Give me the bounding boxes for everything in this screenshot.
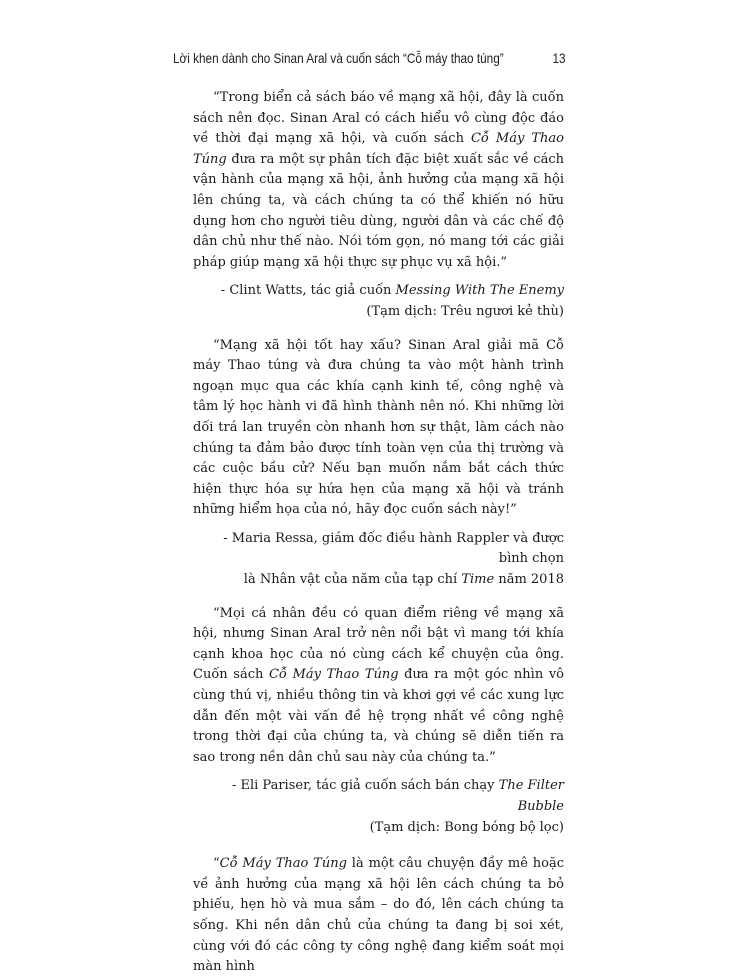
magazine-title: Time [461, 572, 495, 588]
book-title: Messing With The Enemy [395, 283, 564, 299]
quote-paragraph: “Mạng xã hội tốt hay xấu? Sinan Aral giải mã Cỗ máy Thao túng và đưa chúng ta vào một hành trình ngoạn mục qua các khía cạnh kinh tế, công nghệ và tâm lý học hành vi đã hình thành nên nó. Khi những lời dối trá lan truyền còn nhanh hơn sự thật, làm cách nào chúng ta đảm bảo được tính toàn vẹn của thị trường và các cuộc bầu cử? Nếu bạn muốn nắm bắt cách thức hiện thực hóa sự hứa hẹn của mạng xã hội và tránh những hiểm họa của nó, hãy đọc cuốn sách này!” [193, 337, 564, 518]
book-title: Cỗ Máy Thao Túng [193, 131, 564, 167]
book-title: The Filter Bubble [498, 778, 564, 814]
page-body [193, 88, 564, 978]
quote-paragraph: “Trong biển cả sách báo về mạng xã hội, đây là cuốn sách nên đọc. Sinan Aral có cách hiểu vô cùng độc đáo về thời đại mạng xã hội, và cuốn sách Cỗ Máy Thao Túng đưa ra một sự phân tích đặc biệt xuất sắc về cách vận hành của mạng xã hội, ảnh hưởng của mạng xã hội lên chúng ta, và cách chúng ta có thể khiến nó hữu dụng hơn cho người tiêu dùng, người dân và các chế độ dân chủ như thế nào. Nói tóm gọn, nó mang tới các giải pháp giúp mạng xã hội thực sự phục vụ xã hội.” [193, 90, 564, 270]
quote-attribution-translation: (Tạm dịch: Trêu ngươi kẻ thù) [366, 303, 564, 319]
quote-paragraph: “Mọi cá nhân đều có quan điểm riêng về mạng xã hội, nhưng Sinan Aral trở nên nổi bật vì mang tới khía cạnh khoa học của nó cùng cách kể chuyện của ông. Cuốn sách Cỗ Máy Thao Túng đưa ra một góc nhìn vô cùng thú vị, nhiều thông tin và khơi gợi về các xung lực dẫn đến một vài vấn đề hệ trọng nhất về công nghệ trong thời đại của chúng ta, và chúng sẽ diễn tiến ra sao trong nền dân chủ sau này của chúng ta.” [193, 605, 564, 765]
quote-attribution: - Clint Watts, tác giả cuốn Messing With The Enemy [220, 283, 564, 299]
quote-paragraph: “Cỗ Máy Thao Túng là một câu chuyện đầy mê hoặc về ảnh hưởng của mạng xã hội lên cách chúng ta bỏ phiếu, hẹn hò và mua sắm – do đó, lên cách chúng ta sống. Khi nền dân chủ của chúng ta đang bị soi xét, cùng với đó các công ty công nghệ đang kiểm soát mọi màn hình [193, 856, 564, 975]
book-title: Cỗ Máy Thao Túng [219, 856, 347, 872]
page-number: 13 [552, 50, 566, 66]
book-title: Cỗ Máy Thao Túng [268, 667, 399, 683]
quote-attribution-line2: là Nhân vật của năm của tạp chí Time năm 2018 [243, 572, 564, 588]
quote-attribution: - Maria Ressa, giám đốc điều hành Rappler và được bình chọn [223, 530, 564, 567]
running-header [173, 50, 566, 72]
quote-attribution: - Eli Pariser, tác giả cuốn sách bán chạy The Filter Bubble [231, 778, 564, 814]
quote-attribution-translation: (Tạm dịch: Bong bóng bộ lọc) [369, 819, 564, 835]
header-title: Lời khen dành cho Sinan Aral và cuốn sách “Cỗ máy thao túng” [173, 50, 504, 66]
